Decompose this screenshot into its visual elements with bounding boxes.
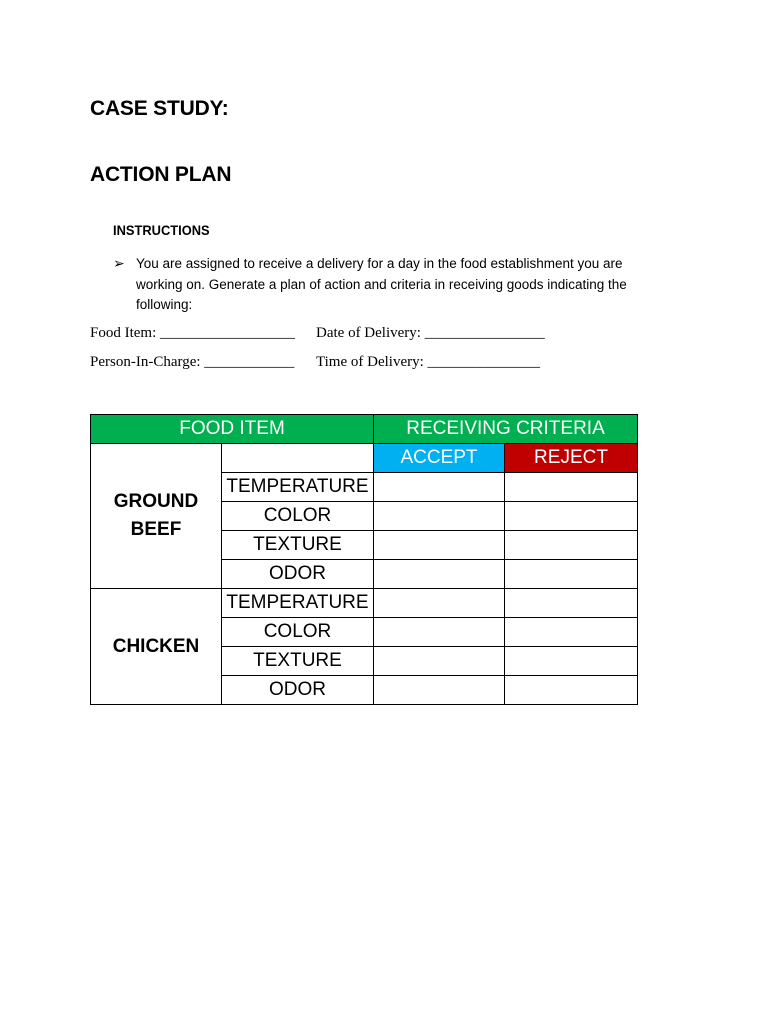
food-name-line: BEEF [130, 519, 182, 540]
property-cell: ODOR [222, 560, 374, 589]
accept-cell[interactable] [374, 589, 505, 618]
arrow-bullet-icon: ➢ [113, 255, 125, 271]
person-in-charge-field[interactable]: Person-In-Charge: ____________ [90, 354, 295, 370]
food-name-cell [91, 589, 222, 705]
food-name-cell [91, 444, 222, 589]
property-cell: TEXTURE [222, 647, 374, 676]
table-header-row [91, 415, 638, 444]
property-cell: TEMPERATURE [222, 473, 374, 502]
reject-cell[interactable] [505, 647, 638, 676]
accept-header: ACCEPT [374, 444, 505, 473]
property-cell: COLOR [222, 618, 374, 647]
food-name-line: GROUND [113, 491, 199, 512]
reject-cell[interactable] [505, 676, 638, 705]
accept-cell[interactable] [374, 502, 505, 531]
table-row [91, 589, 638, 618]
reject-cell[interactable] [505, 589, 638, 618]
date-of-delivery-field[interactable]: Date of Delivery: ________________ [316, 325, 545, 341]
accept-cell[interactable] [374, 473, 505, 502]
property-cell: TEMPERATURE [222, 589, 374, 618]
accept-cell[interactable] [374, 647, 505, 676]
accept-cell[interactable] [374, 676, 505, 705]
property-cell: ODOR [222, 676, 374, 705]
property-cell: COLOR [222, 502, 374, 531]
food-name-line: CHICKEN [112, 635, 200, 657]
reject-cell[interactable] [505, 560, 638, 589]
receiving-criteria-table [90, 414, 638, 705]
food-item-header: FOOD ITEM [91, 415, 374, 444]
reject-cell[interactable] [505, 618, 638, 647]
case-study-title: CASE STUDY: [90, 97, 229, 120]
reject-cell[interactable] [505, 473, 638, 502]
table-subheader-row [91, 444, 638, 473]
property-cell: TEXTURE [222, 531, 374, 560]
food-item-field[interactable]: Food Item: __________________ [90, 325, 295, 341]
accept-cell[interactable] [374, 618, 505, 647]
receiving-criteria-header: RECEIVING CRITERIA [374, 415, 638, 444]
blank-cell [222, 444, 374, 473]
action-plan-title: ACTION PLAN [90, 163, 232, 186]
reject-header: REJECT [505, 444, 638, 473]
time-of-delivery-field[interactable]: Time of Delivery: _______________ [316, 354, 541, 370]
accept-cell[interactable] [374, 531, 505, 560]
reject-cell[interactable] [505, 502, 638, 531]
instructions-text: You are assigned to receive a delivery for a day in the food establishment you are working on. Generate a plan of action and criteria in receiving goods indicating the following: [136, 256, 627, 312]
reject-cell[interactable] [505, 531, 638, 560]
accept-cell[interactable] [374, 560, 505, 589]
instructions-heading: INSTRUCTIONS [113, 222, 210, 238]
